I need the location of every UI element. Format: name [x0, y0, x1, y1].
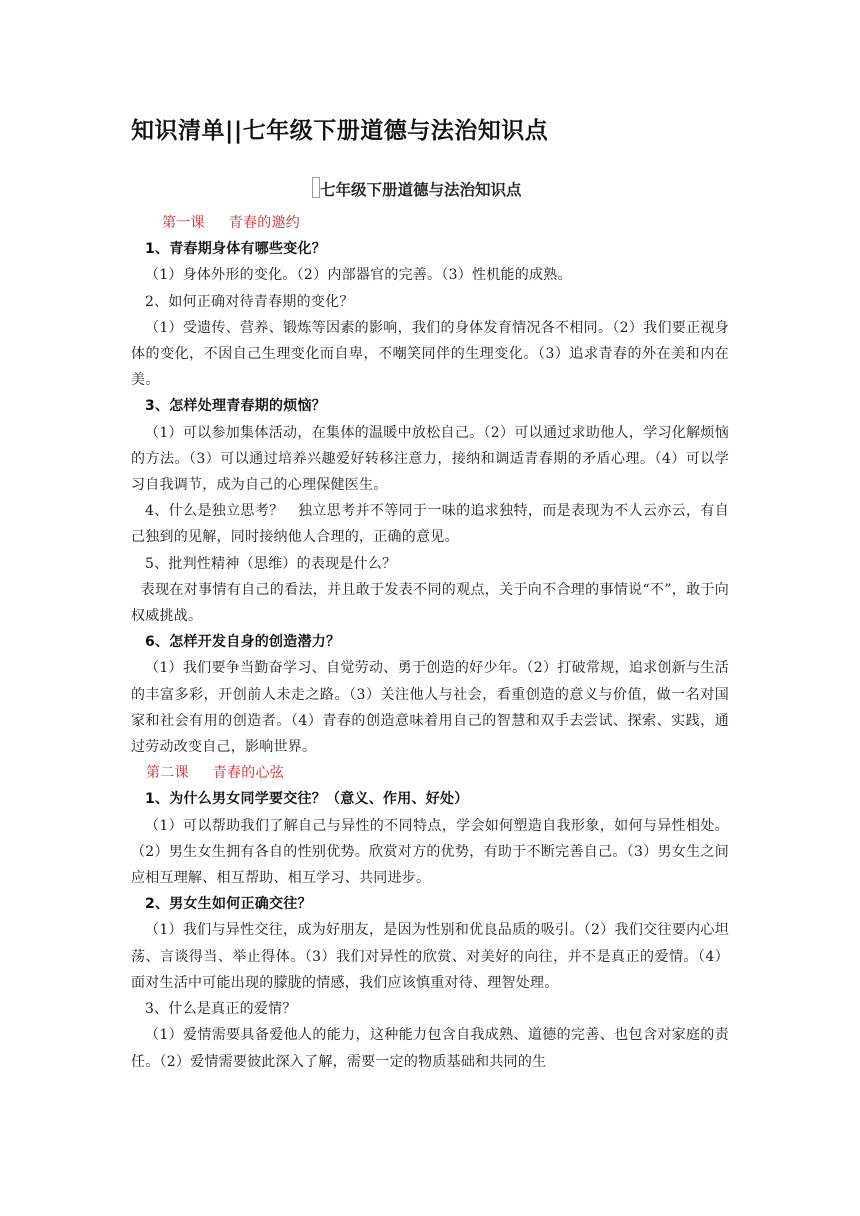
- question-heading: 2、如何正确对待青春期的变化？: [145, 293, 354, 310]
- lesson-number: 第二课: [146, 765, 189, 782]
- answer-paragraph: （1）可以帮助我们了解自己与异性的不同特点，学会如何塑造自我形象，如何与异性相处。（2）男生女生拥有各自的性别优势。欣赏对方的优势，有助于不断完善自己。（3）男女生之间应相互理解、相互帮助、相互学习、共同进步。: [131, 817, 729, 887]
- lesson-number: 第一课: [162, 215, 205, 231]
- answer-paragraph: 表现在对事情有自己的看法，并且敢于发表不同的观点，关于向不合理的事情说“不”，敢于向权威挑战。: [131, 581, 729, 625]
- document-subtitle: [312, 177, 522, 200]
- answer-paragraph: （1）可以参加集体活动，在集体的温暖中放松自己。（2）可以通过求助他人，学习化解烦恼的方法。（3）可以通过培养兴趣爱好转移注意力，接纳和调适青春期的矛盾心理。（4）可以学习自我调节，成为自己的心理保健医生。: [131, 424, 729, 494]
- document-subtitle-text: 七年级下册道德与法治知识点: [320, 181, 522, 199]
- question-heading: 1、为什么男女同学要交往？（意义、作用、好处）: [145, 791, 469, 808]
- document-title: 知识清单||七年级下册道德与法治知识点: [131, 118, 549, 144]
- lesson-heading-2: [131, 760, 729, 786]
- lesson-name: 青春的心弦: [212, 765, 284, 782]
- question-heading: 1、青春期身体有哪些变化？: [145, 241, 326, 258]
- answer-paragraph: （1）我们与异性交往，成为好朋友，是因为性别和优良品质的吸引。（2）我们交往要内心坦荡、言谈得当、举止得体。（3）我们对异性的欣赏、对美好的向往，并不是真正的爱情。（4）面对生活中可能出现的朦胧的情感，我们应该慎重对待、理智处理。: [131, 922, 729, 991]
- lesson-heading-1: [131, 210, 729, 236]
- answer-paragraph: （1）身体外形的变化。（2）内部器官的完善。（3）性机能的成熟。: [145, 267, 572, 284]
- lesson-name: 青春的邀约: [228, 215, 300, 231]
- answer-paragraph: （1）爱情需要具备爱他人的能力，这种能力包含自我成熟、道德的完善、也包含对家庭的责任。（2）爱情需要彼此深入了解，需要一定的物质基础和共同的生: [131, 1027, 729, 1070]
- question-heading: 5、批判性精神（思维）的表现是什么？: [145, 555, 397, 572]
- question-heading: 2、男女生如何正确交往？: [145, 896, 312, 913]
- answer-paragraph: （1）受遗传、营养、锻炼等因素的影响，我们的身体发育情况各不相同。（2）我们要正视身体的变化，不因自己生理变化而自卑，不嘲笑同伴的生理变化。（3）追求青春的外在美和内在美。: [131, 319, 729, 389]
- question-heading: 3、什么是真正的爱情？: [145, 1001, 297, 1018]
- placeholder-box-icon: [312, 177, 320, 198]
- question-heading: 3、怎样处理青春期的烦恼？: [145, 398, 326, 415]
- document-body: [131, 210, 729, 1075]
- question-heading: 6、怎样开发自身的创造潜力？: [145, 634, 341, 651]
- answer-paragraph: （1）我们要争当勤奋学习、自觉劳动、勇于创造的好少年。（2）打破常规，追求创新与生活的丰富多彩，开创前人未走之路。（3）关注他人与社会，看重创造的意义与价值，做一名对国家和社会有用的创造者。（4）青春的创造意味着用自己的智慧和双手去尝试、探索、实践，通过劳动改变自己，影响世界。: [131, 660, 729, 756]
- question-answer-paragraph: 4、什么是独立思考？ 独立思考并不等同于一味的追求独特，而是表现为不人云亦云，有自己独到的见解，同时接纳他人合理的，正确的意见。: [131, 503, 729, 546]
